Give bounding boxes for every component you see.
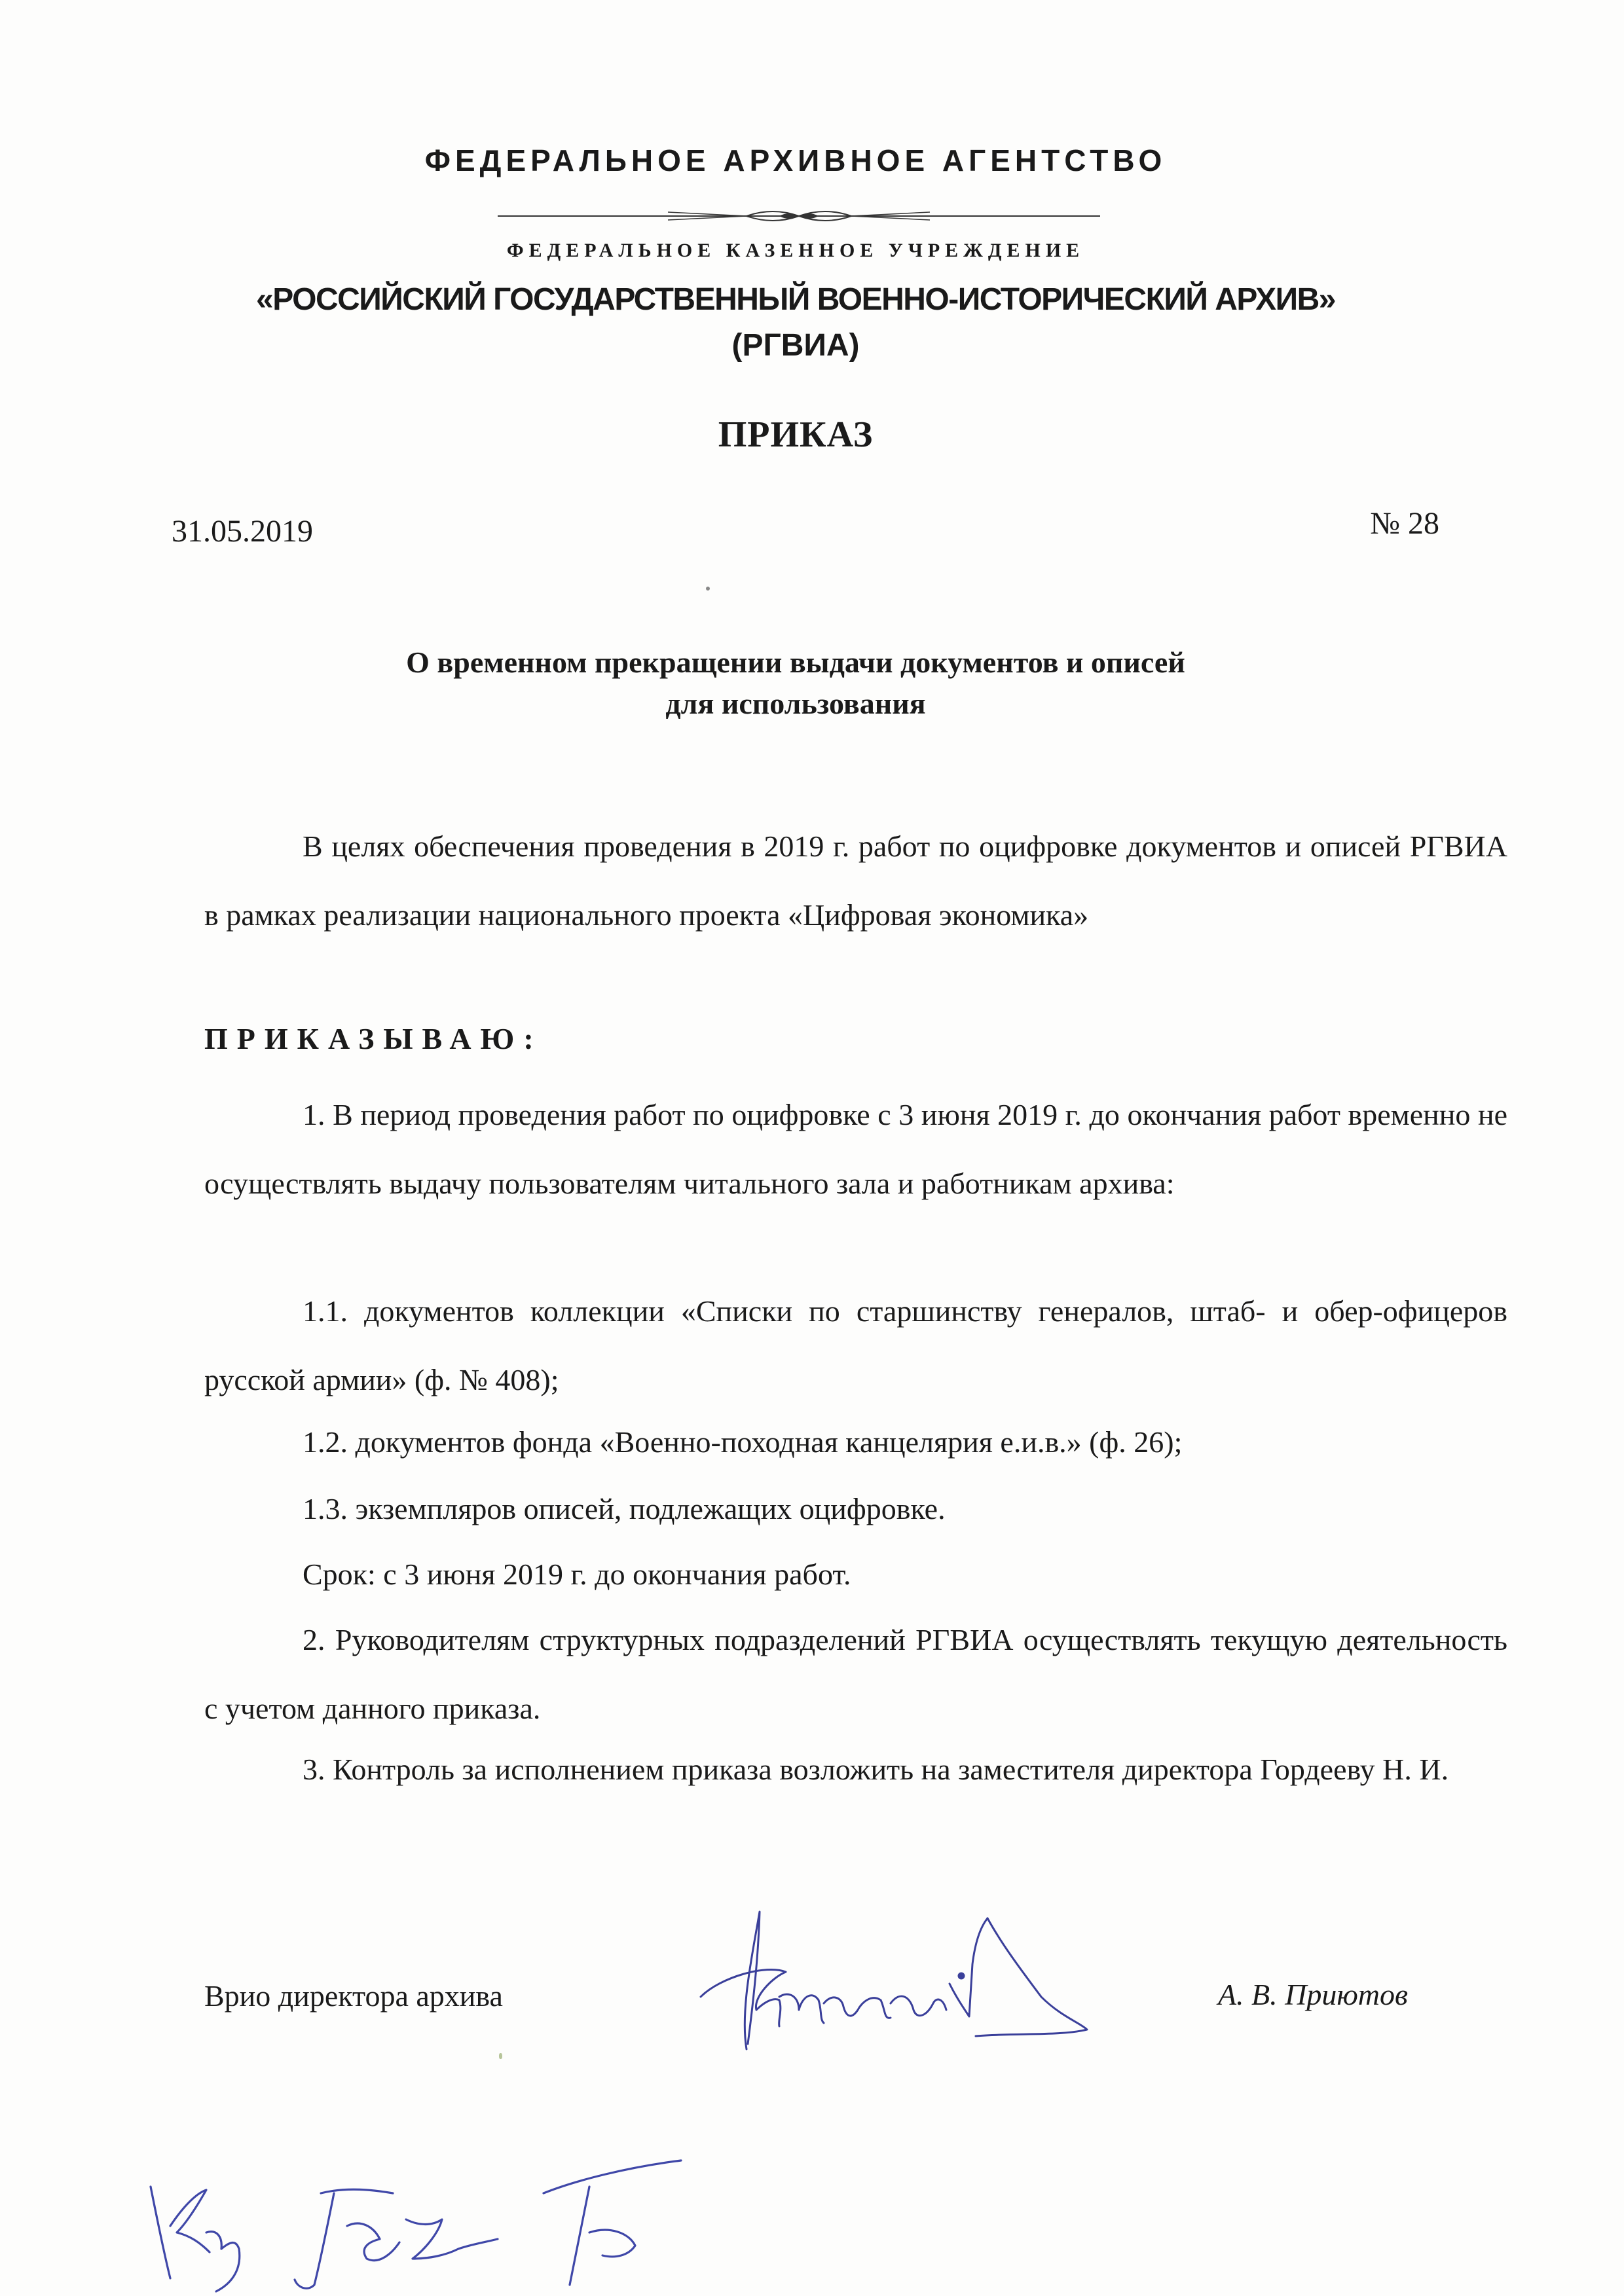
archive-name: «РОССИЙСКИЙ ГОСУДАРСТВЕННЫЙ ВОЕННО-ИСТОРИЧЕСКИЙ АРХИВ» bbox=[256, 282, 1335, 317]
signer-title: Врио директора архива bbox=[204, 1979, 503, 2013]
order-word: ПРИКАЗЫВАЮ: bbox=[204, 1022, 543, 1055]
subject-line-1: О временном прекращении выдачи документов и описей bbox=[406, 646, 1185, 679]
institution-type: ФЕДЕРАЛЬНОЕ КАЗЕННОЕ УЧРЕЖДЕНИЕ bbox=[506, 240, 1085, 261]
handwritten-signature bbox=[674, 1899, 1094, 2069]
stray-mark-2 bbox=[499, 2053, 502, 2059]
document-number: № 28 bbox=[1370, 506, 1439, 541]
order-item-3: 3. Контроль за исполнением приказа возложить на заместителя директора Гордееву Н. И. bbox=[303, 1753, 1449, 1786]
preamble-paragraph: В целях обеспечения проведения в 2019 г. работ по оцифровке документов и описей РГВИА в рамках реализации национального проекта «Цифровая экономика» bbox=[204, 829, 1507, 932]
handwritten-annotation bbox=[131, 2128, 760, 2296]
document-type: ПРИКАЗ bbox=[718, 414, 874, 455]
archive-abbreviation: (РГВИА) bbox=[731, 328, 860, 363]
agency-name: ФЕДЕРАЛЬНОЕ АРХИВНОЕ АГЕНТСТВО bbox=[424, 143, 1167, 177]
stray-mark bbox=[706, 587, 710, 591]
document-subject bbox=[0, 642, 1591, 724]
order-item-1-1: 1.1. документов коллекции «Списки по старшинству генералов, штаб- и обер-офицеров русской армии» (ф. № 408); bbox=[204, 1294, 1507, 1396]
subject-line-2: для использования bbox=[665, 687, 926, 720]
document-date: 31.05.2019 bbox=[172, 514, 313, 549]
order-item-2: 2. Руководителям структурных подразделений РГВИА осуществлять текущую деятельность с учетом данного приказа. bbox=[204, 1623, 1507, 1725]
order-item-1-3: 1.3. экземпляров описей, подлежащих оцифровке. bbox=[303, 1492, 946, 1525]
signer-name: А. В. Приютов bbox=[1217, 1978, 1408, 2011]
deadline-line: Срок: с 3 июня 2019 г. до окончания работ. bbox=[303, 1558, 851, 1591]
header-ornament bbox=[471, 204, 1126, 228]
order-item-1: 1. В период проведения работ по оцифровке с 3 июня 2019 г. до окончания работ временно не осуществлять выдачу пользователям читального зала и работникам архива: bbox=[204, 1098, 1507, 1200]
order-item-1-2: 1.2. документов фонда «Военно-походная канцелярия е.и.в.» (ф. 26); bbox=[303, 1425, 1183, 1459]
